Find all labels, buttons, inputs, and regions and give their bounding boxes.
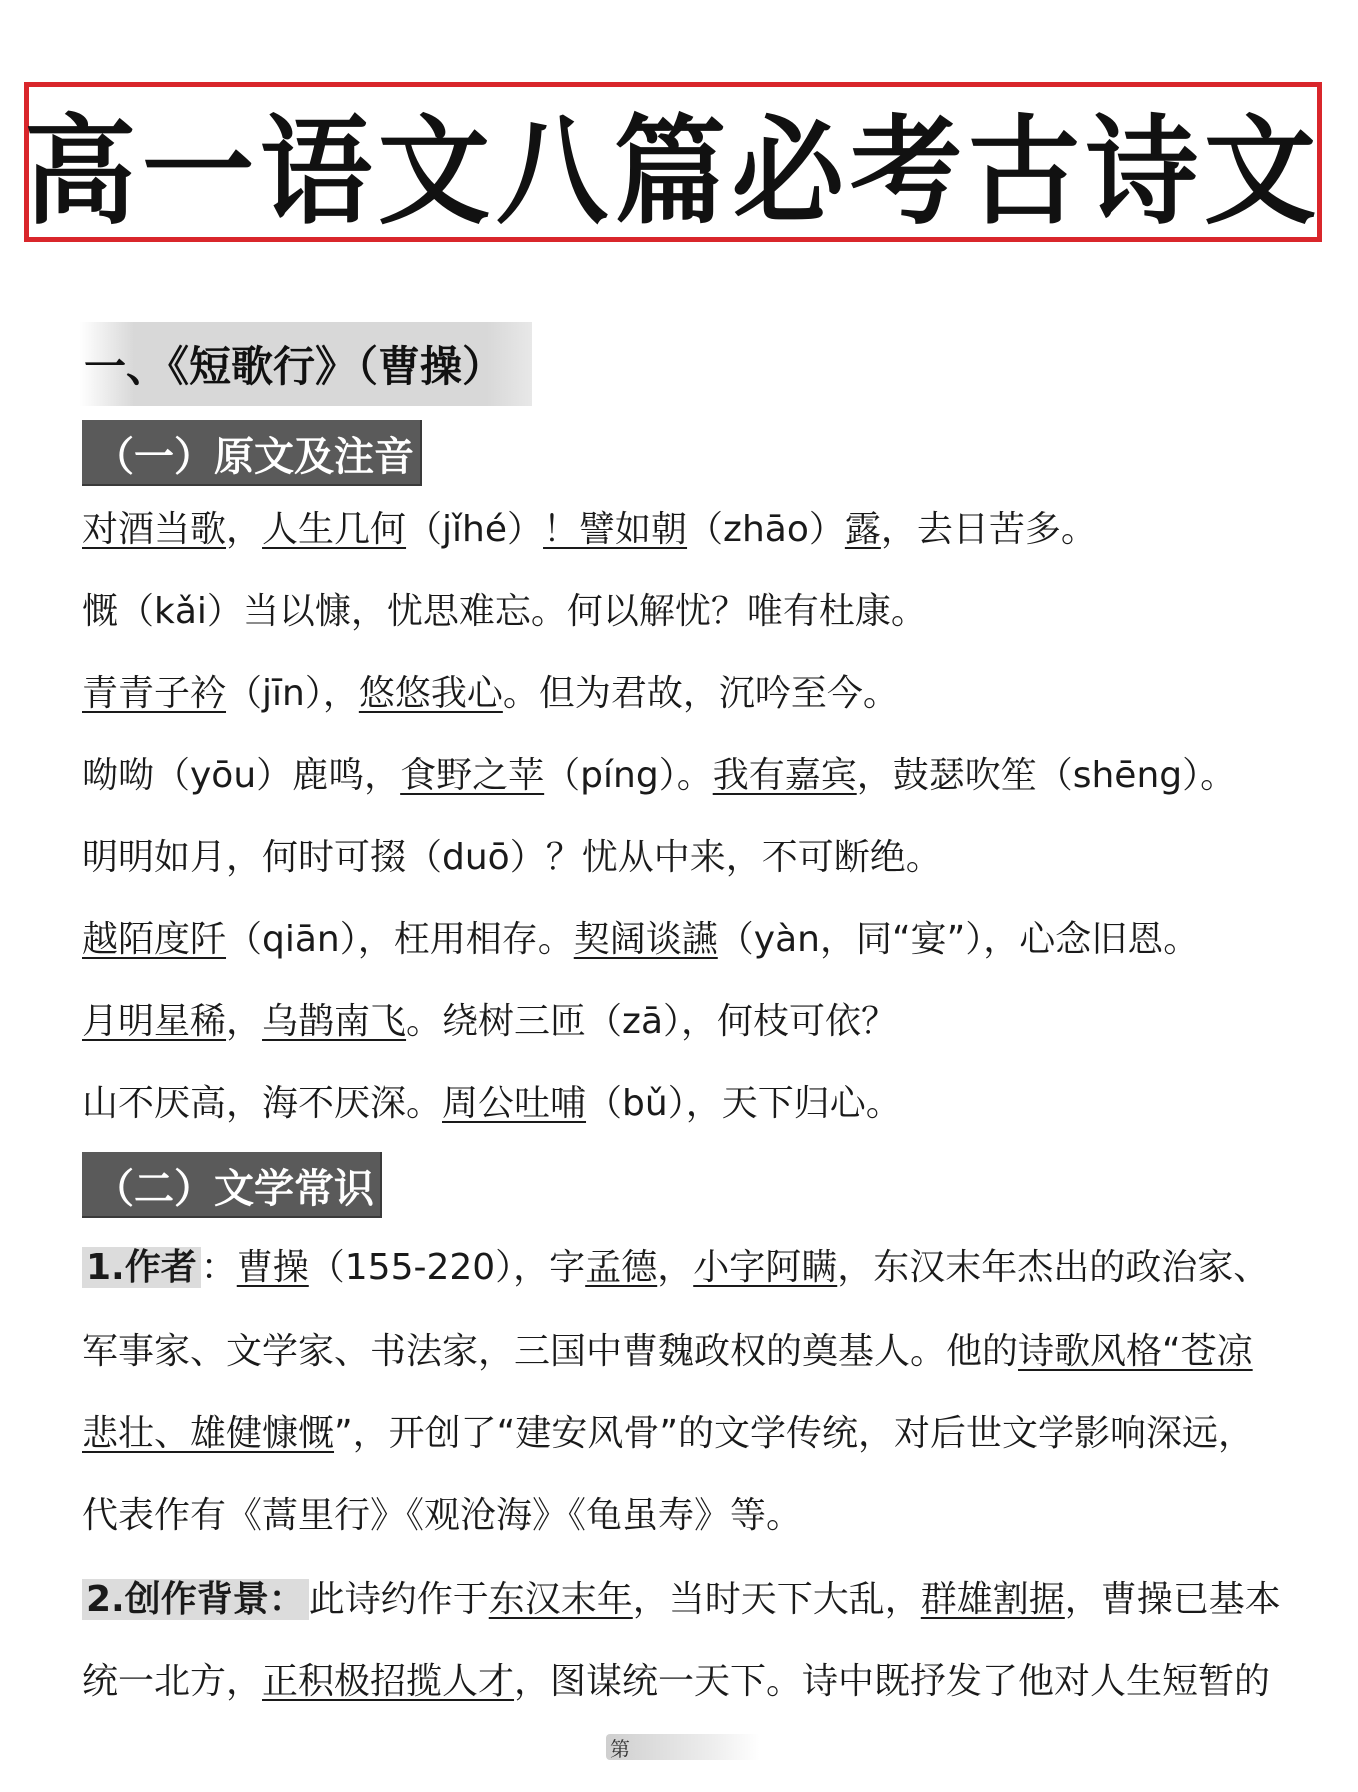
text-segment: ， [226, 1001, 263, 1042]
note-label: 1.作者 [82, 1247, 201, 1288]
text-segment: （qiān），枉用相存。 [226, 919, 574, 960]
underlined-text: 我有嘉宾 [712, 755, 857, 796]
note-label: 2.创作背景： [82, 1579, 309, 1620]
text-segment: 。绕树三匝（zā），何枝可依？ [406, 1001, 898, 1042]
underlined-text: ！譬如朝 [543, 509, 688, 550]
text-segment: 统一北方， [82, 1661, 263, 1702]
underlined-text: 契阔谈讌 [573, 919, 718, 960]
text-segment: ，东汉末年杰出的政治家、 [837, 1247, 1270, 1288]
underlined-text: 曹操 [236, 1247, 309, 1288]
text-segment: ， [657, 1247, 694, 1288]
poem-line [82, 1082, 1282, 1126]
text-segment: ， [226, 509, 263, 550]
text-segment: 呦呦（yōu）鹿鸣， [82, 755, 401, 796]
underlined-text: 青青子衿 [82, 673, 227, 714]
text-segment: 。但为君故，沉吟至今。 [502, 673, 899, 714]
note-line [82, 1412, 1282, 1456]
note-line [82, 1246, 1282, 1290]
text-segment: 慨（kǎi）当以慷，忧思难忘。何以解忧？唯有杜康。 [82, 591, 927, 632]
subheading-literary-knowledge: （二）文学常识 [82, 1152, 382, 1218]
underlined-text: 食野之苹 [400, 755, 545, 796]
text-segment: ： [200, 1247, 237, 1288]
underlined-text: 悠悠我心 [358, 673, 503, 714]
underlined-text: 月明星稀 [82, 1001, 227, 1042]
text-segment: （155-220），字 [308, 1247, 586, 1288]
note-line [82, 1494, 1282, 1538]
text-segment: ，鼓瑟吹笙（shēng）。 [856, 755, 1237, 796]
text-segment: （yàn，同“宴”），心念旧恩。 [717, 919, 1200, 960]
text-segment: ，当时天下大乱， [632, 1579, 921, 1620]
page-title: 高一语文八篇必考古诗文 [24, 103, 1322, 241]
text-segment: （zhāo） [687, 509, 845, 550]
text-segment: （píng）。 [544, 755, 713, 796]
poem-line [82, 590, 1282, 634]
underlined-text: 东汉末年 [488, 1579, 633, 1620]
poem-line [82, 836, 1282, 880]
text-segment: ，去日苦多。 [880, 509, 1097, 550]
underlined-text: 诗歌风格“苍凉 [1018, 1331, 1253, 1372]
title-box [24, 82, 1322, 242]
underlined-text: 群雄割据 [920, 1579, 1065, 1620]
underlined-text: 小字阿瞒 [693, 1247, 838, 1288]
text-segment: （bǔ），天下归心。 [586, 1083, 902, 1124]
text-segment: （jīn）， [226, 673, 359, 714]
underlined-text: 越陌度阡 [82, 919, 227, 960]
underlined-text: 周公吐哺 [442, 1083, 587, 1124]
underlined-text: 人生几何 [262, 509, 407, 550]
poem-line [82, 754, 1282, 798]
section-heading: 一、《短歌行》（曹操） [80, 322, 532, 406]
note-line [82, 1578, 1282, 1622]
poem-line [82, 508, 1282, 552]
subheading-original-text: （一）原文及注音 [82, 420, 422, 486]
text-segment: ，曹操已基本 [1064, 1579, 1281, 1620]
footer-text: 第 [610, 1736, 630, 1761]
page-footer [606, 1734, 760, 1760]
text-segment: ”，开创了“建安风骨”的文学传统，对后世文学影响深远， [334, 1413, 1254, 1454]
note-line [82, 1330, 1282, 1374]
text-segment: （jǐhé） [406, 509, 544, 550]
underlined-text: 乌鹊南飞 [262, 1001, 407, 1042]
text-segment: 山不厌高，海不厌深。 [82, 1083, 443, 1124]
text-segment: ，图谋统一天下。诗中既抒发了他对人生短暂的 [514, 1661, 1271, 1702]
underlined-text: 对酒当歌 [82, 509, 227, 550]
underlined-text: 悲壮、雄健慷慨 [82, 1413, 335, 1454]
poem-line [82, 1000, 1282, 1044]
underlined-text: 正积极招揽人才 [262, 1661, 515, 1702]
underlined-text: 露 [844, 509, 881, 550]
note-line [82, 1660, 1282, 1704]
underlined-text: 孟德 [585, 1247, 658, 1288]
poem-line [82, 918, 1282, 962]
text-segment: 代表作有《蒿里行》《观沧海》《龟虽寿》等。 [82, 1495, 803, 1536]
poem-line [82, 672, 1282, 716]
text-segment: 明明如月，何时可掇（duō）？忧从中来，不可断绝。 [82, 837, 942, 878]
text-segment: 军事家、文学家、书法家，三国中曹魏政权的奠基人。他的 [82, 1331, 1019, 1372]
text-segment: 此诗约作于 [308, 1579, 489, 1620]
